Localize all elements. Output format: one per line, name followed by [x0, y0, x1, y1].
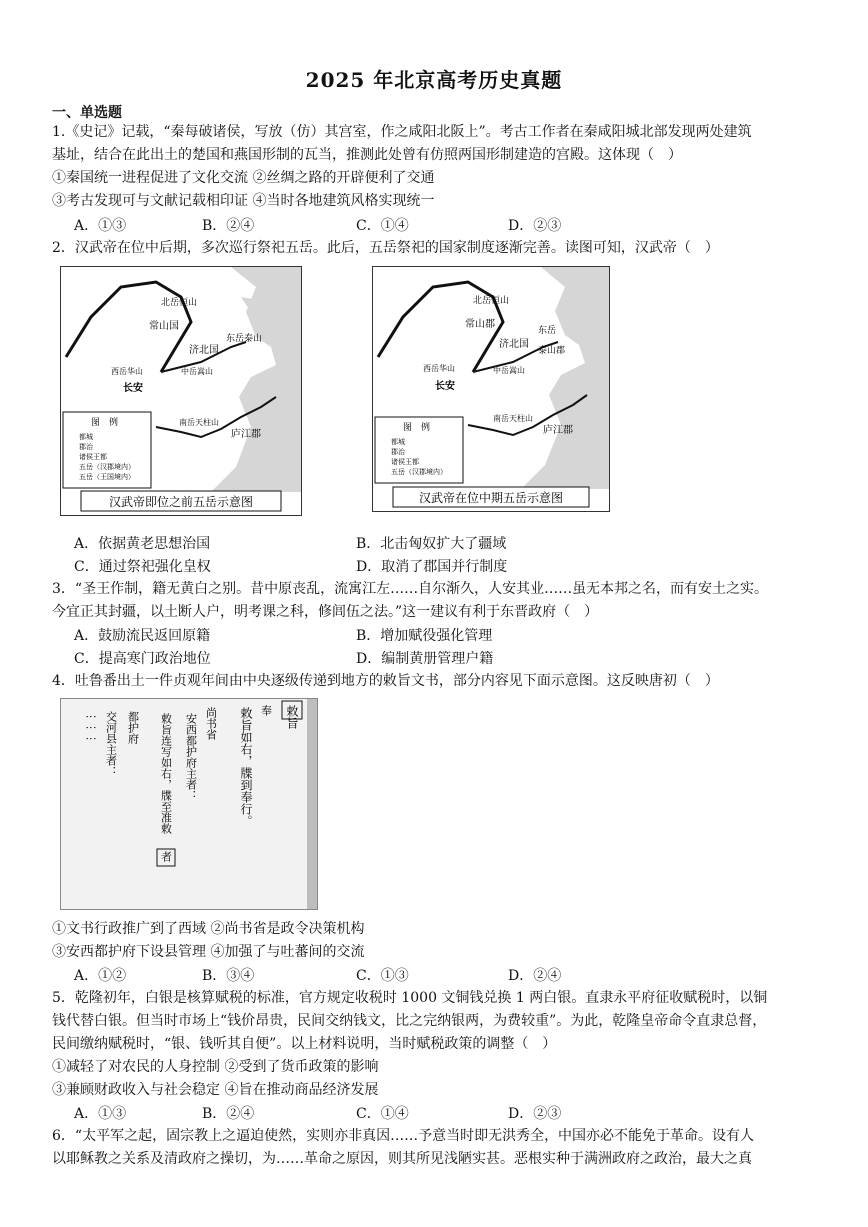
doc-col-1: 奉: [259, 705, 273, 716]
map2-label-1: 常山郡: [465, 319, 495, 330]
map2-legend-title: 图 例: [403, 423, 431, 433]
map2-legend-3: 五岳（汉郡境内）: [391, 468, 447, 476]
q5-stem-line3: 民间缴纳赋税时，“银、钱听其自便”。以上材料说明，当时赋税政策的调整（ ）: [52, 1036, 557, 1052]
map1-label-4: 西岳华山: [111, 367, 143, 376]
q1-statements-2: ③考古发现可与文献记载相印证 ④当时各地建筑风格实现统一: [52, 193, 435, 209]
doc-col-5: 敕旨连写如右，牒至准敕: [159, 713, 173, 834]
q4-option-c[interactable]: C．①③: [356, 968, 409, 984]
map1-label-5: 中岳嵩山: [181, 367, 213, 376]
q5-statements-1: ①减轻了对农民的人身控制 ②受到了货币政策的影响: [52, 1059, 379, 1075]
map1-legend-2: 诸侯王都: [79, 453, 107, 461]
map1-label-3: 济北国: [189, 345, 219, 356]
q4-option-d[interactable]: D．②④: [508, 968, 562, 984]
doc-col-8: 交河县主者：: [104, 711, 118, 777]
doc-col-7: 都护府: [126, 711, 140, 744]
q4-statements-2: ③安西都护府下设县管理 ④加强了与吐蕃间的交流: [52, 944, 365, 960]
map2-label-9: 庐江郡: [543, 425, 573, 436]
q3-option-c[interactable]: C．提高寒门政治地位: [74, 651, 211, 667]
map2-legend-0: 都城: [391, 438, 405, 446]
q1-option-d[interactable]: D．②③: [508, 218, 562, 234]
q4-statements-1: ①文书行政推广到了西域 ②尚书省是政令决策机构: [52, 921, 365, 937]
q3-stem-line1: 3．“圣王作制，籍无黄白之别。昔中原丧乱，流寓江左……自尔渐久，人安其业……虽无本邦之名，而有安土之实。: [52, 581, 769, 597]
svg-text:⋮⋮⋮: ⋮⋮⋮: [84, 711, 98, 744]
q4-option-a[interactable]: A．①②: [74, 968, 127, 984]
page-title: 2025 年北京高考历史真题: [305, 68, 563, 92]
q5-stem-line2: 钱代替白银。但当时市场上“钱价昂贵，民间交纳钱文，比之完纳银两，为费较重”。为此，乾隆皇帝命令直隶总督，: [52, 1013, 767, 1029]
map1-legend-1: 郡治: [79, 443, 93, 451]
map1-label-2: 东岳泰山: [226, 334, 263, 344]
q3-option-b[interactable]: B．增加赋役强化管理: [356, 628, 493, 644]
map1-label-8: 庐江郡: [231, 429, 261, 440]
q5-option-a[interactable]: A．①③: [74, 1106, 127, 1122]
map2-label-0: 北岳恒山: [473, 296, 510, 306]
q3-option-a[interactable]: A．鼓励流民返回原籍: [74, 628, 211, 644]
q1-option-b[interactable]: B．②④: [202, 218, 255, 234]
section-heading: 一、单选题: [52, 105, 122, 121]
q2-option-c[interactable]: C．通过祭祀强化皇权: [74, 559, 211, 575]
map1-legend-4: 五岳（王国境内）: [79, 473, 135, 481]
q2-option-a[interactable]: A．依据黄老思想治国: [74, 536, 211, 552]
map1-label-7: 南岳天柱山: [179, 418, 219, 427]
map2-label-3: 济北国: [499, 339, 529, 350]
q4-stem-line1: 4．吐鲁番出土一件贞观年间由中央逐级传递到地方的敕旨文书，部分内容见下面示意图。这反映唐初（ ）: [52, 673, 719, 689]
map2-label-2: 东岳: [538, 326, 557, 336]
q5-stem-line1: 5．乾隆初年，白银是核算赋税的标准，官方规定收税时 1000 文铜钱兑换 1 两白银。直隶永平府征收赋税时，以铜: [52, 990, 768, 1006]
q4-option-b[interactable]: B．③④: [202, 968, 255, 984]
map-before-accession: [60, 266, 302, 516]
q2-stem-line1: 2．汉武帝在位中后期，多次巡行祭祀五岳。此后，五岳祭祀的国家制度逐渐完善。读图可知，汉武帝（ ）: [52, 240, 719, 256]
q3-stem-line2: 今宜正其封疆，以土断人户，明考课之科，修闾伍之法。”这一建议有利于东晋政府（ ）: [52, 604, 599, 620]
q1-stem-line2: 基址，结合在此出土的楚国和燕国形制的瓦当，推测此处曾有仿照两国形制建造的宫殿。这体现（ ）: [52, 147, 682, 163]
map2-label-7: 长安: [435, 381, 455, 392]
map2-caption: 汉武帝在位中期五岳示意图: [418, 491, 564, 505]
map2-label-4: 泰山郡: [538, 346, 566, 356]
map1-label-1: 常山国: [149, 321, 179, 332]
q5-statements-2: ③兼顾财政收入与社会稳定 ④旨在推动商品经济发展: [52, 1082, 379, 1098]
map1-label-0: 北岳恒山: [161, 298, 198, 308]
edict-document-image: [60, 698, 318, 910]
q1-option-c[interactable]: C．①④: [356, 218, 409, 234]
q1-option-a[interactable]: A．①③: [74, 218, 127, 234]
map1-label-6: 长安: [123, 383, 143, 394]
q5-option-b[interactable]: B．②④: [202, 1106, 255, 1122]
map2-legend-1: 郡治: [391, 448, 405, 456]
q6-stem-line2: 以耶稣教之关系及清政府之操切，为……革命之原因，则其所见浅陋实甚。恶根实种于满洲政府之政治，最大之真: [52, 1151, 752, 1167]
doc-col-3: 尚书省: [204, 707, 218, 740]
map1-legend-title: 图 例: [91, 418, 119, 428]
q5-option-d[interactable]: D．②③: [508, 1106, 562, 1122]
map1-legend-0: 都城: [79, 433, 93, 441]
doc-col-4: 安西都护府主者：: [184, 713, 198, 801]
q1-stem-line1: 1.《史记》记载，“秦每破诸侯，写放（仿）其宫室，作之咸阳北阪上”。考古工作者在秦咸阳城北部发现两处建筑: [52, 124, 752, 140]
q3-option-d[interactable]: D．编制黄册管理户籍: [356, 651, 494, 667]
map2-legend-2: 诸侯王都: [391, 458, 419, 466]
doc-col-6: 者: [159, 851, 173, 862]
map1-legend-3: 五岳（汉郡境内）: [79, 463, 135, 471]
map2-label-5: 西岳华山: [423, 364, 455, 373]
q2-option-b[interactable]: B．北击匈奴扩大了疆域: [356, 536, 507, 552]
doc-col-2: 敕旨如右，牒到奉行。: [239, 707, 253, 827]
map-mid-reign: [372, 266, 610, 512]
q5-option-c[interactable]: C．①④: [356, 1106, 409, 1122]
q1-statements-1: ①秦国统一进程促进了文化交流 ②丝绸之路的开辟便利了交通: [52, 170, 435, 186]
map2-label-8: 南岳天柱山: [493, 414, 533, 423]
map1-caption: 汉武帝即位之前五岳示意图: [108, 495, 254, 509]
map2-label-6: 中岳嵩山: [493, 366, 525, 375]
q2-option-d[interactable]: D．取消了郡国并行制度: [356, 559, 508, 575]
doc-col-0: 敕旨: [285, 705, 299, 729]
q6-stem-line1: 6．“太平军之起，固宗教上之逼迫使然，实则亦非真因……予意当时即无洪秀全，中国亦必不能免于革命。设有人: [52, 1128, 755, 1144]
